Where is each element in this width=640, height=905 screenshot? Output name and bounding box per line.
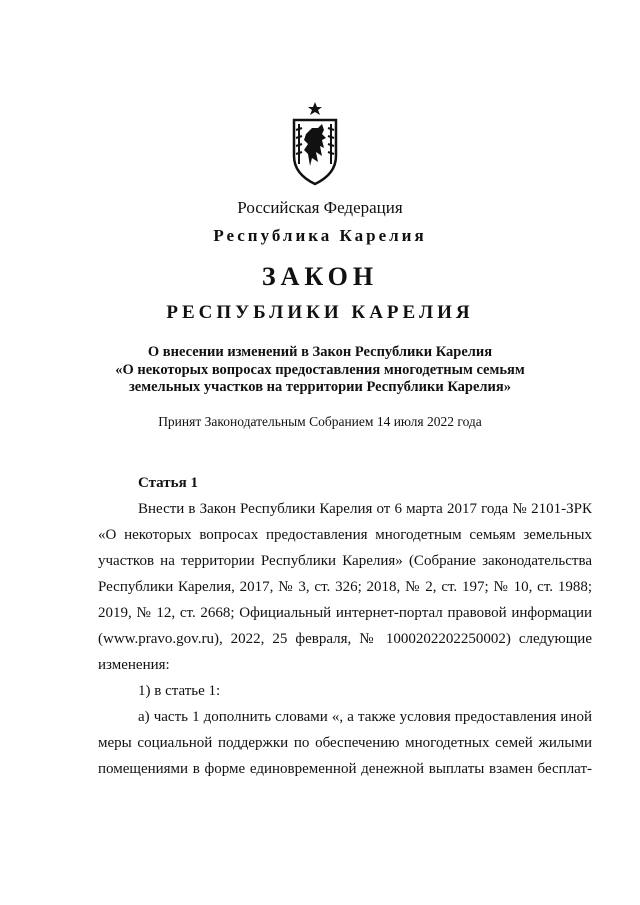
document-title-sub: РЕСПУБЛИКИ КАРЕЛИЯ xyxy=(166,302,474,323)
law-subject-line: земельных участков на территории Республики Карелия» xyxy=(128,379,512,395)
article-text-line: Внести в Закон Республики Карелия от 6 марта 2017 года № 2101-ЗРК xyxy=(138,501,592,517)
republic-name: Республика Карелия xyxy=(213,226,427,245)
article-text-line: 1) в статье 1: xyxy=(138,683,221,699)
document-title: ЗАКОН xyxy=(261,262,379,291)
article-heading: Статья 1 xyxy=(138,475,198,491)
adoption-note: Принят Законодательным Собранием 14 июля 2022 года xyxy=(158,414,482,429)
law-subject xyxy=(0,344,640,397)
article-text-line: «О некоторых вопросах предоставления многодетным семьям земельных xyxy=(98,527,592,543)
article-text-line: (www.pravo.gov.ru), 2022, 25 февраля, № 1000202202250002) следующие xyxy=(98,631,592,647)
article-text-line: а) часть 1 дополнить словами «, а также условия предоставления иной xyxy=(138,709,592,725)
article-text-line: 2019, № 12, ст. 2668; Официальный интернет-портал правовой информации xyxy=(98,605,592,621)
article-text-line: изменения: xyxy=(98,657,170,673)
law-subject-line: О внесении изменений в Закон Республики Карелия xyxy=(147,344,493,360)
article-text-line: Республики Карелия, 2017, № 3, ст. 326; 2018, № 2, ст. 197; № 10, ст. 1988; xyxy=(98,579,592,595)
law-subject-line: «О некоторых вопросах предоставления многодетным семьям xyxy=(115,361,525,378)
federation-name: Российская Федерация xyxy=(237,198,403,217)
karelia-coat-of-arms-icon xyxy=(282,100,348,186)
article-text-line: участков на территории Республики Карелия» (Собрание законодательства xyxy=(98,553,592,569)
article-text-line: помещениями в форме единовременной денежной выплаты взамен бесплат- xyxy=(98,761,592,777)
article-text-line: меры социальной поддержки по обеспечению многодетных семей жилыми xyxy=(98,735,592,751)
